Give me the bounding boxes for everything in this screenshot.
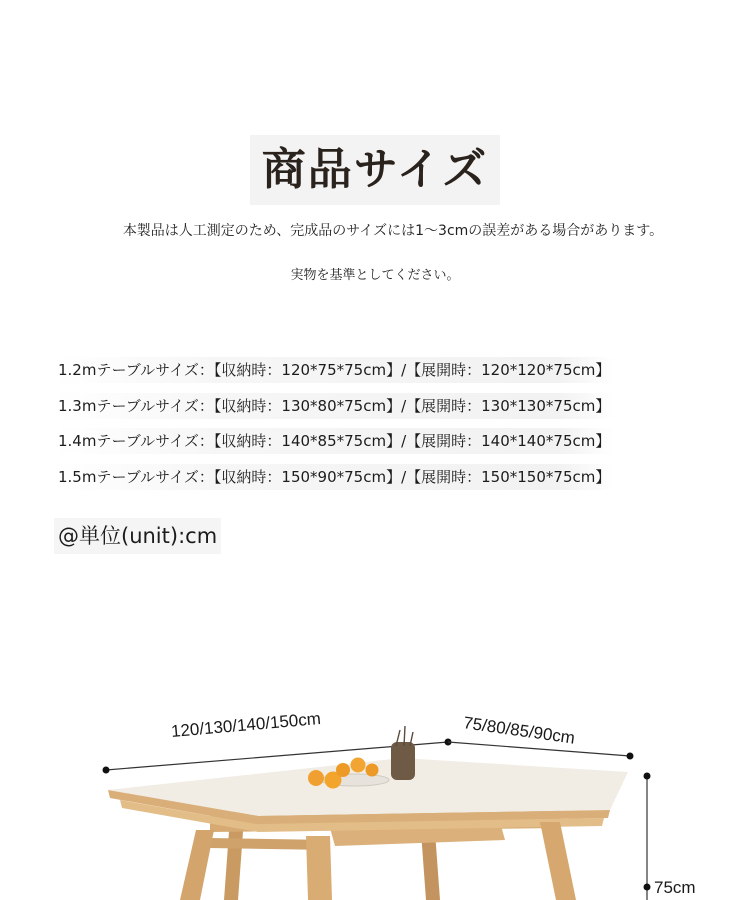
height-end-dot bbox=[644, 884, 651, 891]
height-dimension-label: 75cm bbox=[654, 878, 696, 897]
table-leg bbox=[306, 836, 332, 900]
orange bbox=[336, 763, 350, 777]
width-dimension-line bbox=[448, 742, 630, 756]
table-leg bbox=[540, 822, 576, 900]
orange bbox=[366, 764, 379, 777]
length-dimension-label: 120/130/140/150cm bbox=[170, 708, 322, 742]
orange bbox=[351, 758, 366, 773]
table-leg bbox=[180, 830, 214, 900]
size-spec-1-5m: 1.5mテーブルサイズ：【収納時：150*90*75cm】/【展開時：150*150*75cm】 bbox=[54, 464, 614, 490]
vase bbox=[391, 742, 415, 780]
width-dimension-label: 75/80/85/90cm bbox=[462, 713, 577, 748]
size-spec-1-4m: 1.4mテーブルサイズ：【収納時：140*85*75cm】/【展開時：140*140*75cm】 bbox=[54, 428, 614, 454]
height-start-dot bbox=[644, 773, 651, 780]
width-end-dot bbox=[627, 753, 634, 760]
reference-notice: 実物を基準としてください。 bbox=[290, 268, 460, 283]
error-notice: 本製品は人工測定のため、完成品のサイズには1～3cmの誤差がある場合があります。 bbox=[122, 223, 664, 239]
size-spec-1-2m: 1.2mテーブルサイズ：【収納時：120*75*75cm】/【展開時：120*120*75cm】 bbox=[54, 357, 614, 383]
table-illustration bbox=[0, 690, 750, 900]
length-start-dot bbox=[103, 767, 110, 774]
page-title: 商品サイズ bbox=[250, 135, 500, 205]
size-spec-1-3m: 1.3mテーブルサイズ：【収納時：130*80*75cm】/【展開時：130*130*75cm】 bbox=[54, 393, 614, 419]
unit-label: @単位(unit):cm bbox=[54, 518, 221, 554]
orange bbox=[308, 770, 324, 786]
